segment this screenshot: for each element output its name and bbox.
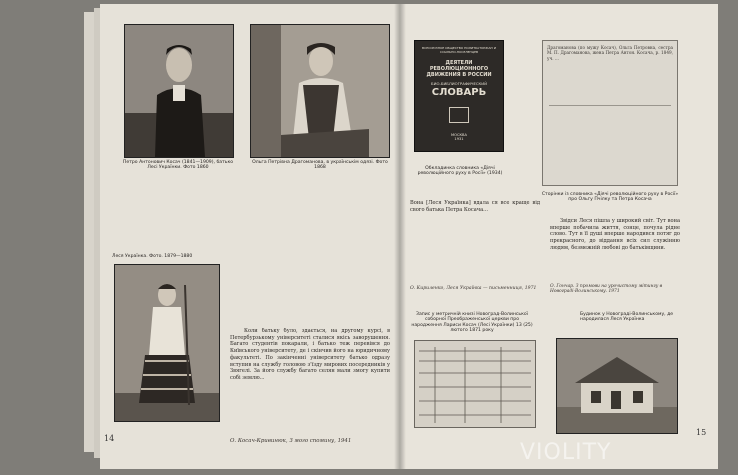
left-body-text: Коли батьку було, здається, на другому курсі, в Петербурзькому університеті сталися якісь заворушення. Багато студентів покарали, і батько теж перевівся до Київського університету, де і скінчив його на юридичному факультеті. По закінченні університету батько одразу вступив на службу головою з'їзду мирових посередників у Звягелі. За його службу багато селян мали змогу купити собі землю... <box>230 328 390 381</box>
house-caption: Будинок у Новограді-Волинському, де народилася Леся Українка <box>580 312 674 323</box>
woman-portrait-icon <box>251 25 389 157</box>
kosach-caption: Петро Антонович Косач (1841—1909), батько Лесі Українки. Фото 1860 <box>122 160 234 171</box>
cover-city: МОСКВА <box>451 132 467 137</box>
watermark-text: VIOLITY <box>520 440 612 465</box>
left-page <box>100 4 400 469</box>
girl-portrait-icon <box>115 265 219 421</box>
right-page <box>400 4 718 469</box>
portrait-drahomanova-photo <box>250 24 390 158</box>
right-signature-right: О. Гончар. З промови на урочистому мітингу в Новограді-Волинському. 1971 <box>550 284 663 295</box>
cover-biobib: БИО-БИБЛИОГРАФИЧЕСКИЙ <box>431 81 487 87</box>
left-signature: О. Косач-Кривинюк, З мого спомину, 1941 <box>230 438 352 444</box>
dictionary-article-clipping <box>542 40 678 186</box>
drahomanova-caption: Ольга Петрівна Драгоманова, в українськім одязі. Фото 1868 <box>252 160 388 171</box>
portrait-lesya-photo <box>114 264 220 422</box>
house-photo <box>556 338 678 434</box>
house-icon <box>557 339 677 433</box>
article-text: Драгоманова (по мужу Косач), Ольга Петровна, сестра М. П. Драгоманова, жена Петра Антон. Косача, р. 1849, уч. ... <box>547 45 673 61</box>
parish-register-photo <box>414 340 536 428</box>
book-spine-shadow <box>394 4 406 469</box>
cover-society-line: ВСЕСОЮЗНОЕ ОБЩЕСТВО ПОЛИТКАТОРЖАН И ССЫЛЬНО-ПОСЕЛЕНЦЕВ <box>422 46 496 54</box>
cover-subtitle: ДЕЯТЕЛИ РЕВОЛЮЦИОННОГО ДВИЖЕНИЯ В РОССИИ <box>426 60 492 79</box>
right-body-text: Вона [Леся Українка] вдала ся все краще від свого батька Петра Косача... <box>410 200 540 213</box>
register-caption: Запис у метричній книзі Новоград-Волинської соборної Преображенської церкви про народження Лариси Косач (Лесі Українки) 13 (25) лютого 1871 року <box>411 312 533 333</box>
lesya-caption: Леся Українка. Фото. 1879—1880 <box>112 254 193 259</box>
right-body-text-2: Звідси Леся пішла у широкий світ. Тут вона вперше побачила життя, сонце, почула рідне слово. Тут в її душі вперше народився потяг до прекрасного, до віддання всіх сил служінню людям, безмежній любові до батьківщини. <box>550 218 680 251</box>
register-lines-icon <box>415 341 535 427</box>
cover-year: 1931 <box>454 136 464 141</box>
cover-title: СЛОВАРЬ <box>431 86 487 98</box>
man-portrait-icon <box>125 25 233 157</box>
left-page-number: 14 <box>104 434 115 443</box>
article-separator <box>549 105 671 106</box>
right-signature-left: О. Кириленко, Леся Українка — письменниця, 1971 <box>410 286 537 291</box>
cover-caption: Обкладинка словника «Діячі революційного руху в Росії» (1934) <box>417 166 503 177</box>
dictionary-cover <box>414 40 504 152</box>
cover-emblem <box>449 107 469 123</box>
portrait-kosach-photo <box>124 24 234 158</box>
article-caption: Сторінки із словника «Діячі революційного руху в Росії» про Ольгу Пчілку та Петра Косача <box>541 192 679 203</box>
right-page-number: 15 <box>696 428 707 437</box>
